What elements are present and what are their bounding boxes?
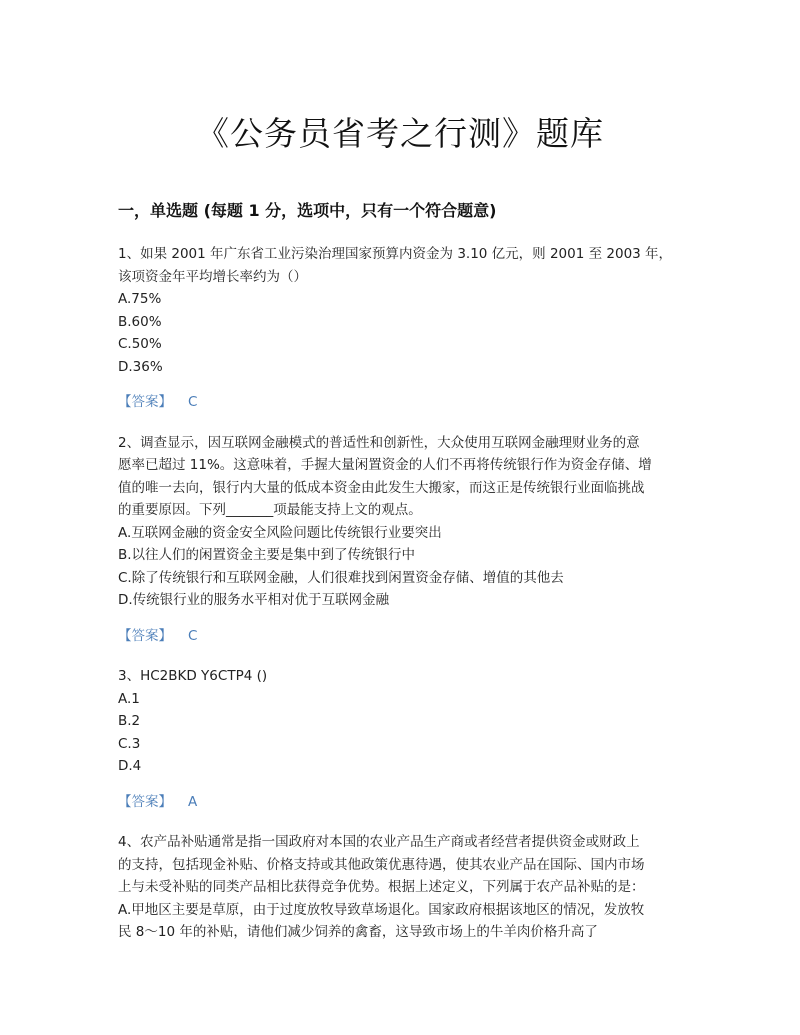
question-stem-line: 愿率已超过 11%。这意味着，手握大量闲置资金的人们不再将传统银行作为资金存储、增: [118, 457, 652, 473]
answer-option: B.2: [118, 713, 141, 729]
answer-option: D.传统银行业的服务水平相对优于互联网金融: [118, 592, 390, 608]
answer-option: D.4: [118, 758, 142, 774]
document-title: 《公务员省考之行测》题库: [196, 114, 604, 153]
answer-label: 【答案】: [118, 627, 172, 644]
question-stem-line: 该项资金年平均增长率约为（）: [118, 268, 307, 285]
question-stem-line: 的支持，包括现金补贴、价格支持或其他政策优惠待遇，使其农业产品在国际、国内市场: [118, 856, 645, 873]
answer-letter: C: [188, 627, 198, 644]
answer-option: A.75%: [118, 291, 162, 307]
section-heading: 一，单选题 (每题 1 分，选项中，只有一个符合题意): [118, 201, 497, 220]
answer-option: C.除了传统银行和互联网金融，人们很难找到闲置资金存储、增值的其他去: [118, 569, 564, 586]
answer-option: A.互联网金融的资金安全风险问题比传统银行业要突出: [118, 524, 442, 541]
question-block: [118, 831, 684, 944]
question-stem-line: 的重要原因。下列_______项最能支持上文的观点。: [118, 502, 422, 518]
question-block: [118, 243, 684, 414]
answer-key: [118, 391, 684, 414]
question-stem-line: 上与未受补贴的同类产品相比获得竞争优势。根据上述定义，下列属于农产品补贴的是：: [118, 879, 645, 895]
question-stem-line: 民 8～10 年的补贴，请他们减少饲养的禽畜，这导致市场上的牛羊肉价格升高了: [118, 924, 598, 940]
question-block: [118, 665, 684, 813]
answer-label: 【答案】: [118, 394, 172, 410]
answer-letter: C: [188, 394, 198, 410]
question-stem-line: 3、HC2BKD Y6CTP4 (): [118, 668, 268, 684]
question-stem-line: 2、调查显示，因互联网金融模式的普适性和创新性，大众使用互联网金融理财业务的意: [118, 434, 640, 451]
answer-letter: A: [188, 793, 198, 810]
answer-key: [118, 791, 684, 814]
answer-option: B.以往人们的闲置资金主要是集中到了传统银行中: [118, 547, 416, 563]
answer-option: C.50%: [118, 336, 162, 352]
question-stem-line: 值的唯一去向，银行内大量的低成本资金由此发生大搬家，而这正是传统银行业面临挑战: [118, 479, 645, 496]
question-block: [118, 432, 684, 648]
answer-key: [118, 625, 684, 648]
question-list: [118, 243, 684, 944]
question-stem-line: A.甲地区主要是草原，由于过度放牧导致草场退化。国家政府根据该地区的情况，发放牧: [118, 901, 645, 918]
question-stem-line: 4、农产品补贴通常是指一国政府对本国的农业产品生产商或者经营者提供资金或财政上: [118, 834, 640, 850]
answer-option: A.1: [118, 690, 140, 707]
answer-option: D.36%: [118, 358, 163, 375]
answer-option: B.60%: [118, 313, 162, 330]
answer-option: C.3: [118, 735, 141, 752]
answer-label: 【答案】: [118, 793, 172, 810]
question-stem-line: 1、如果 2001 年广东省工业污染治理国家预算内资金为 3.10 亿元，则 2001 至 2003 年，: [118, 246, 673, 262]
